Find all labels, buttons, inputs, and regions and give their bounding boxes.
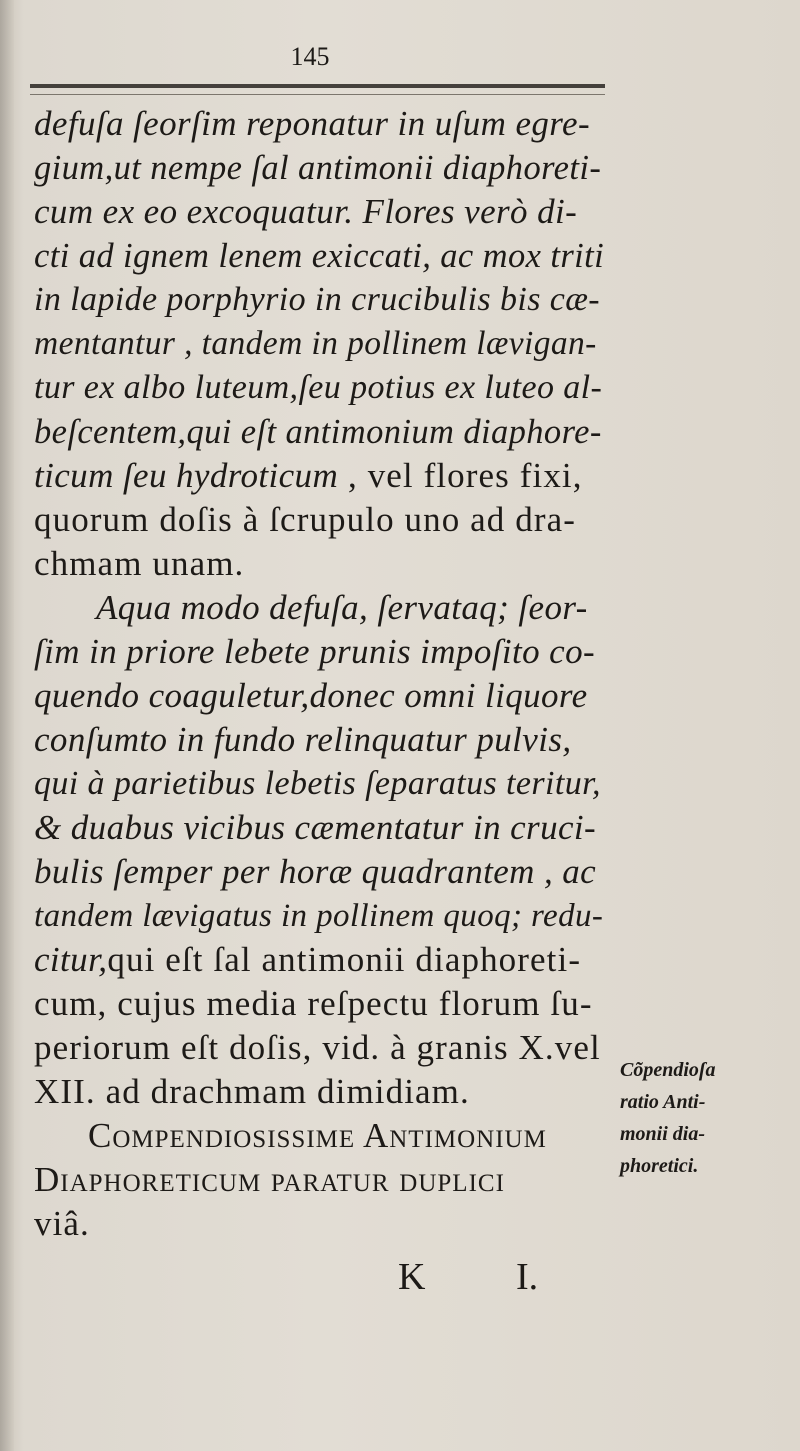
text-line: chmam unam. [34,544,245,583]
page-edge-shadow [0,0,14,1451]
text-line: tandem lævigatus in pollinem quoq; redu- [34,898,604,934]
page-number: 145 [290,42,330,71]
margin-note-line: Cõpendioſa [620,1059,716,1081]
text-line: viâ. [34,1204,90,1243]
text-line: quorum doſis à ſcrupulo uno ad dra- [34,500,577,539]
text-line: tur ex albo luteum,ſeu potius ex luteo al- [34,369,603,406]
text-line: cum ex eo excoquatur. Flores verò di- [34,192,578,231]
text-line [34,938,581,982]
signature-mark: K [398,1256,426,1298]
text-line: & duabus vicibus cæmentatur in cruci- [34,808,597,847]
text-line: in lapide porphyrio in crucibulis bis cæ- [34,281,601,318]
italic-run: ticum ſeu hydroticum [34,456,339,495]
text-line: beſcentem,qui eſt antimonium diaphore- [34,413,602,451]
text-line: periorum eſt doſis, vid. à granis X.vel [34,1028,601,1067]
text-line: mentantur , tandem in pollinem lævigan- [34,325,597,362]
signature-mark: I. [516,1256,539,1298]
text-line: Diaphoreticum paratur duplici [34,1160,505,1199]
text-line: bulis ſemper per horæ quadrantem , ac [34,852,597,891]
text-line: ſim in priore lebete prunis impoſito co- [34,632,596,671]
text-line: qui à parietibus lebetis ſeparatus teritur, [34,765,601,802]
text-line: Compendiosissime Antimonium [88,1116,547,1155]
italic-run: citur, [34,940,108,979]
roman-run: , vel flores fixi, [338,456,583,495]
roman-run: qui eſt ſal antimonii diaphoreti- [107,940,582,979]
text-line: XII. ad drachmam dimidiam. [34,1072,470,1111]
text-line: defuſa ſeorſim reponatur in uſum egre- [34,104,591,143]
margin-note-line: monii dia- [620,1123,706,1145]
text-line: quendo coaguletur,donec omni liquore [34,676,588,715]
margin-note-line: phoretici. [620,1155,699,1177]
text-line: gium,ut nempe ſal antimonii diaphoreti- [34,149,602,187]
margin-note-line: ratio Anti- [620,1091,706,1113]
text-line: Aqua modo defuſa, ſervataq; ſeor- [96,588,588,627]
text-line [34,454,583,498]
text-line: conſumto in fundo relinquatur pulvis, [34,720,572,759]
header-rule [30,84,605,95]
text-line: cum, cujus media reſpectu florum ſu- [34,984,593,1023]
text-line: cti ad ignem lenem exiccati, ac mox triti [34,237,605,275]
